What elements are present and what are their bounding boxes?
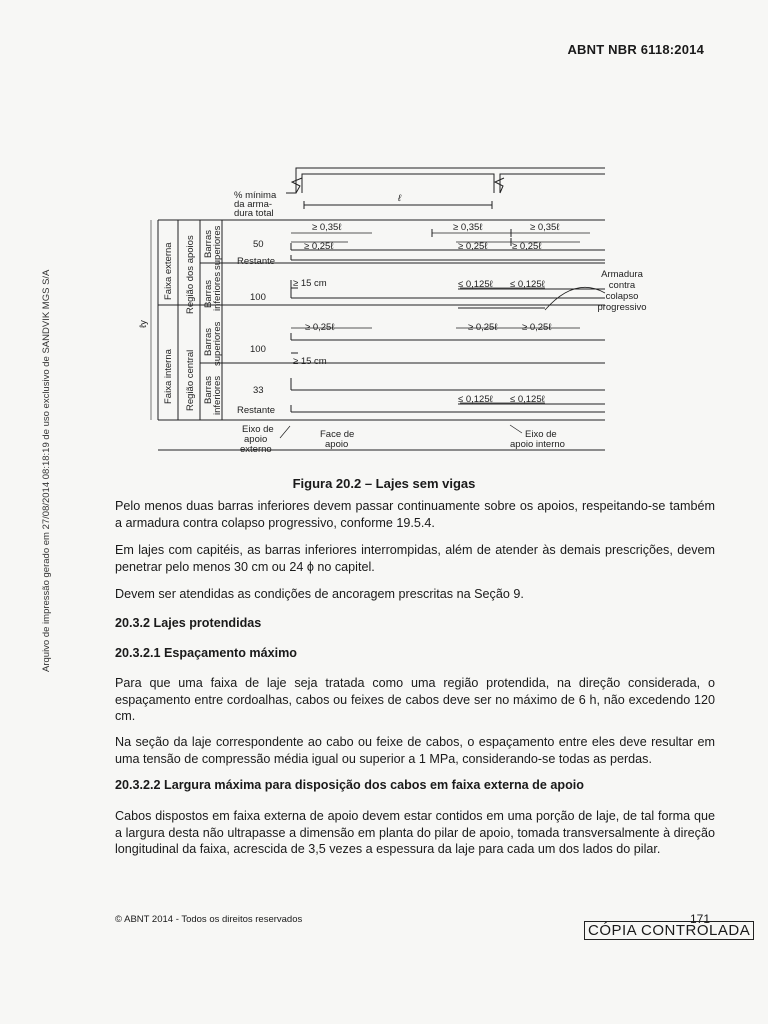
bars-sup-label-1: Barras [203, 230, 214, 258]
pct-33: 33 [253, 385, 264, 396]
armadura-line2: contra [608, 280, 636, 291]
dim-15cm-a: ≥ 15 cm [293, 278, 327, 289]
bars-inf-label-3: Barras [203, 376, 214, 404]
armadura-line3: colapso [605, 291, 639, 302]
bars-sup-label-3: Barras [203, 328, 214, 356]
ly-label: ℓy [138, 320, 149, 328]
pct-header-line1: % mínima [234, 190, 277, 201]
dim-025-d: ≥ 0,25ℓ [305, 322, 335, 333]
paragraph-5: Na seção da laje correspondente ao cabo ou feixe de cabos, o espaçamento entre eles deve resultar em uma tensão de compressão média igual ou superior a 1 MPa, considerando-se todas as perdas. [115, 735, 715, 766]
pct-50: 50 [253, 239, 264, 250]
heading-20-3-2: 20.3.2 Lajes protendidas [115, 616, 262, 630]
paragraph-6: Cabos dispostos em faixa externa de apoio devem estar contidos em uma porção de laje, de tal forma que a largura desta não ultrapasse a dimensão em planta do pilar de apoio, tomada transversalmente à direção longitudinal da faixa, acrescida de 3,5 vezes a espessura da laje para cada um dos lados do pilar. [115, 809, 715, 856]
print-side-note: Arquivo de impressão gerado em 27/08/2014 08:18:19 de uso exclusivo de SANDVIK MGS S/A [41, 269, 52, 672]
eixo-externo-line3: externo [240, 444, 272, 455]
dim-035-c: ≥ 0,35ℓ [530, 222, 560, 233]
bars-sup-label-4: superiores [212, 321, 223, 366]
standard-header: ABNT NBR 6118:2014 [567, 42, 704, 57]
eixo-externo-line1: Eixo de [242, 424, 274, 435]
eixo-externo-line2: apoio [244, 434, 268, 445]
paragraph-4: Para que uma faixa de laje seja tratada como uma região protendida, na direção considerada, o espaçamento entre cordoalhas, cabos ou feixes de cabos deve ser no máximo de 6 h, não excedendo 120 cm. [115, 676, 715, 723]
col-faixa-interna: Faixa interna [163, 349, 174, 404]
dim-025-f: ≥ 0,25ℓ [522, 322, 552, 333]
pct-100-a: 100 [250, 292, 266, 303]
heading-20-3-2-2: 20.3.2.2 Largura máxima para disposição dos cabos em faixa externa de apoio [115, 778, 584, 792]
pct-header-line3: dura total [234, 208, 274, 219]
col-regiao-central: Região central [185, 349, 196, 411]
dim-0125-d: ≤ 0,125ℓ [510, 394, 545, 405]
armadura-line4: progressivo [597, 302, 647, 313]
slab-reinforcement-figure [138, 158, 647, 458]
bars-inf-label-4: inferiores [212, 375, 223, 415]
paragraph-2: Em lajes com capitéis, as barras inferiores interrompidas, além de atender às demais prescrições, devem penetrar pelo menos 30 cm ou 24 ϕ no capitel. [115, 543, 715, 574]
bars-inf-label-1: Barras [203, 280, 214, 308]
controlled-copy-stamp: CÓPIA CONTROLADA [584, 921, 754, 940]
eixo-interno-line1: Eixo de [525, 429, 557, 440]
dim-025-e: ≥ 0,25ℓ [468, 322, 498, 333]
armadura-line1: Armadura [601, 269, 643, 280]
figure-caption: Figura 20.2 – Lajes sem vigas [292, 476, 476, 491]
dim-025-b: ≥ 0,25ℓ [458, 241, 488, 252]
bars-inf-label-2: inferiores [212, 271, 223, 311]
col-faixa-externa: Faixa externa [163, 242, 174, 300]
pct-100-b: 100 [250, 344, 266, 355]
dim-025-a: ≥ 0,25ℓ [304, 241, 334, 252]
restante-2: Restante [237, 405, 276, 416]
paragraph-3: Devem ser atendidas as condições de ancoragem prescritas na Seção 9. [115, 587, 524, 601]
span-label: ℓ [398, 193, 402, 204]
bars-sup-label-2: superiores [212, 225, 223, 270]
footer-copyright: © ABNT 2014 - Todos os direitos reservados [115, 914, 303, 925]
heading-20-3-2-1: 20.3.2.1 Espaçamento máximo [115, 646, 298, 660]
dim-0125-b: ≤ 0,125ℓ [510, 279, 545, 290]
pct-header-line2: da arma- [234, 199, 273, 210]
dim-035-a: ≥ 0,35ℓ [312, 222, 342, 233]
col-regiao-apoios: Região dos apoios [185, 235, 196, 314]
dim-15cm-b: ≥ 15 cm [293, 356, 327, 367]
dim-035-b: ≥ 0,35ℓ [453, 222, 483, 233]
eixo-interno-line2: apoio interno [510, 439, 565, 450]
dim-0125-a: ≤ 0,125ℓ [458, 279, 493, 290]
face-apoio-line1: Face de [320, 429, 355, 440]
dim-0125-c: ≤ 0,125ℓ [458, 394, 493, 405]
dim-025-c: ≥ 0,25ℓ [512, 241, 542, 252]
face-apoio-line2: apoio [325, 439, 349, 450]
paragraph-1: Pelo menos duas barras inferiores devem passar continuamente sobre os apoios, respeitando-se também a armadura contra colapso progressivo, conforme 19.5.4. [115, 499, 715, 530]
figure-svg [138, 158, 647, 458]
page-number: 171 [690, 912, 711, 926]
restante-1: Restante [237, 256, 276, 267]
